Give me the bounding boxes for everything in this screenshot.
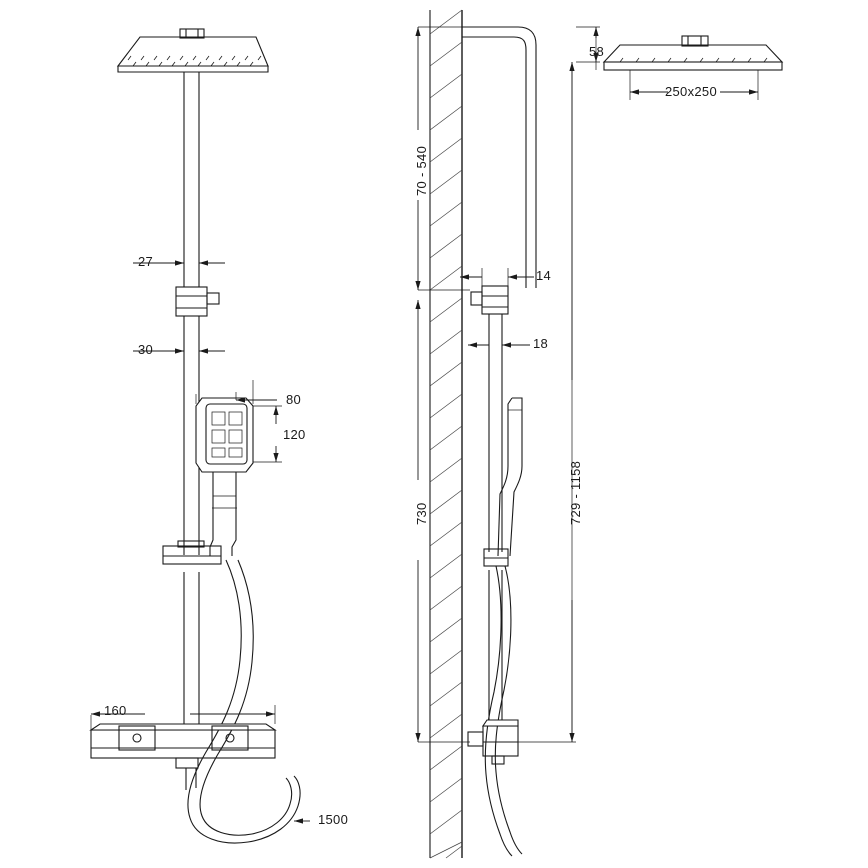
front-shower-head: [118, 29, 268, 72]
side-top-arm: [462, 27, 536, 288]
front-valve-body: [91, 724, 275, 790]
dim-1500: 1500: [318, 812, 349, 827]
dim-120: 120: [283, 427, 306, 442]
side-hose: [485, 566, 522, 856]
dim-30: 30: [138, 342, 154, 357]
side-upper-bracket: [471, 286, 508, 314]
front-lower-bracket: [163, 541, 221, 564]
dim-head-size: 250x250: [665, 84, 717, 99]
front-dimensions: [91, 252, 310, 821]
side-dimensions: [418, 27, 758, 742]
front-hand-shower: [196, 398, 253, 556]
front-view: [91, 29, 300, 843]
dim-160: 160: [104, 703, 127, 718]
front-riser-pipe: [184, 72, 199, 724]
dim-58: 58: [589, 44, 605, 59]
front-hose: [188, 560, 300, 843]
side-valve-body: [468, 720, 518, 764]
side-riser-pipe: [489, 314, 502, 725]
dim-18: 18: [533, 336, 549, 351]
dim-27: 27: [138, 254, 154, 269]
front-upper-bracket: [176, 287, 219, 316]
dim-70-540: 70 - 540: [414, 145, 429, 196]
side-lower-bracket: [484, 549, 508, 566]
dim-729-1158: 729 - 1158: [568, 460, 583, 525]
dim-80: 80: [286, 392, 302, 407]
side-shower-head: [604, 36, 782, 70]
dim-14: 14: [536, 268, 552, 283]
dim-730: 730: [414, 502, 429, 525]
side-view: [462, 27, 782, 856]
wall-section: [430, 10, 462, 858]
